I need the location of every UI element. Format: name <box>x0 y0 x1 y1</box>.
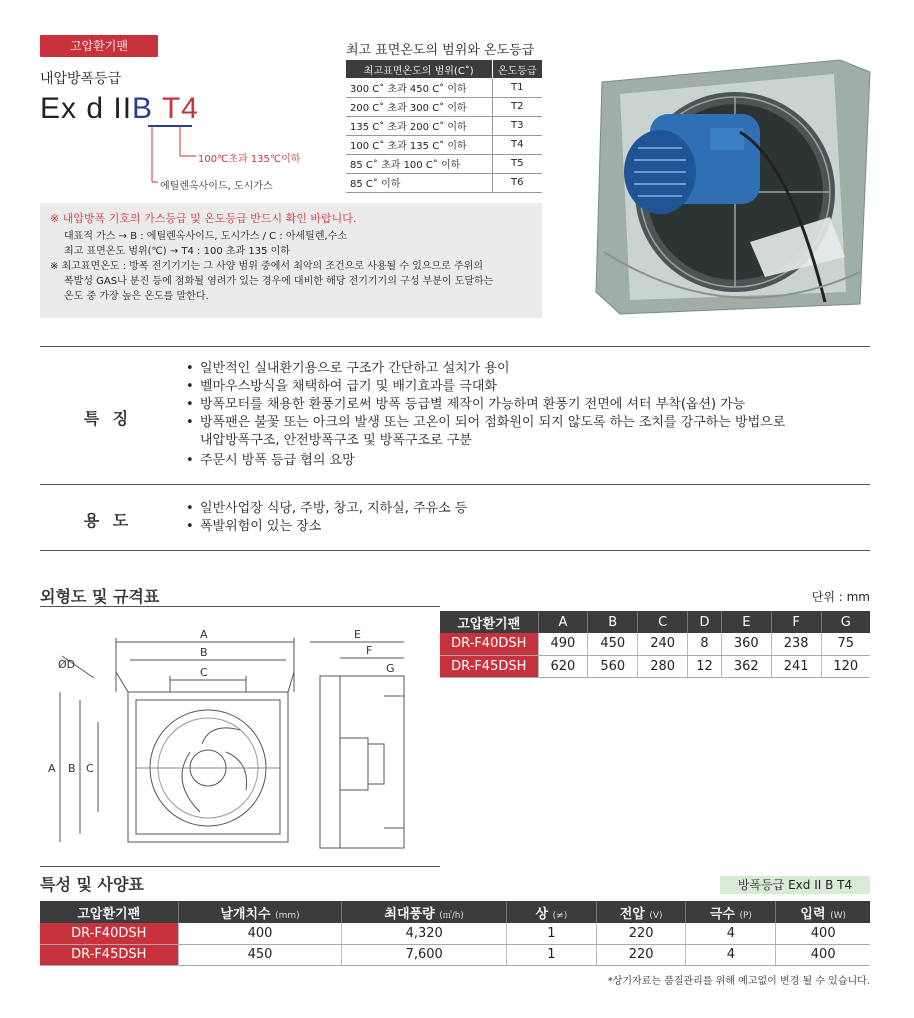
spec-rating-badge: 방폭등급 Exd II B T4 <box>720 876 870 894</box>
dim-header-c: C <box>638 611 688 633</box>
list-item: • 벨마우스방식을 채택하여 급기 및 배기효과를 극대화 <box>186 378 870 396</box>
label-A: A <box>200 628 208 641</box>
dim-header-model: 고압환기팬 <box>440 611 538 633</box>
temp-table-title: 최고 표면온도의 범위와 온도등급 <box>346 43 535 58</box>
label-A-vertical: A <box>48 762 56 775</box>
list-item: • 일반적인 실내환기용으로 구조가 간단하고 설치가 용이 <box>186 360 870 378</box>
dim-header-e: E <box>721 611 771 633</box>
dim-header-d: D <box>688 611 722 633</box>
spec-cell: 450 <box>178 944 342 965</box>
dim-header-b: B <box>588 611 638 633</box>
dim-cell: 280 <box>638 655 688 677</box>
divider <box>40 866 440 867</box>
spec-header-label: 최대풍량 <box>384 906 435 922</box>
dim-header-g: G <box>821 611 870 633</box>
table-row <box>346 173 542 192</box>
spec-cell: 220 <box>596 944 686 965</box>
dim-header-a: A <box>538 611 588 633</box>
notice-definition-cont2: 온도 중 가장 높은 온도를 말한다. <box>64 291 209 302</box>
table-row <box>346 78 542 97</box>
table-row <box>440 633 870 655</box>
spec-cell: 1 <box>506 923 596 944</box>
spec-header-label: 전압 <box>619 906 645 922</box>
table-row <box>346 116 542 135</box>
t4-annotation: 100℃초과 135℃이하 <box>198 154 301 165</box>
list-item: • 방폭팬은 불꽃 또는 아크의 발생 또는 고온이 되어 점화원이 되지 않도록 하는 조치를 강구하는 방법으로 <box>186 414 870 432</box>
list-item: • 방폭모터를 채용한 환풍기로써 방폭 등급별 제작이 가능하며 환풍기 전면에 셔터 부착(옵션) 가능 <box>186 396 870 414</box>
notice-gas-line: 대표적 가스 → B : 에틸렌옥사이드, 도시가스 / C : 아세틸렌,수소 <box>64 231 347 242</box>
spec-header-label: 날개치수 <box>220 906 271 922</box>
dim-cell: 490 <box>538 633 588 655</box>
dimension-table <box>440 611 870 678</box>
label-C-vertical: C <box>86 762 94 775</box>
spec-header-label: 고압환기팬 <box>77 906 141 922</box>
divider <box>40 346 870 347</box>
notice-definition: ※ 최고표면온도 : 방폭 전기기기는 그 사양 범위 중에서 최악의 조건으로 사용될 수 있으므로 주위의 <box>50 261 483 272</box>
spec-header-unit: (W) <box>830 910 846 921</box>
product-category-tag: 고압환기팬 <box>40 35 158 57</box>
notice-warning: ※ 내압방폭 기호의 가스등급 및 온도등급 반드시 확인 바랍니다. <box>50 212 357 225</box>
temp-range: 85 C˚ 초과 100 C˚ 이하 <box>346 154 492 173</box>
label-C: C <box>200 666 208 679</box>
spec-title: 특성 및 사양표 <box>40 875 144 894</box>
dim-cell: 362 <box>721 655 771 677</box>
divider <box>40 550 870 551</box>
spec-header <box>178 901 342 923</box>
table-row <box>346 135 542 154</box>
spec-header <box>596 901 686 923</box>
temp-class-table <box>346 60 542 193</box>
table-row <box>346 154 542 173</box>
spec-cell: 400 <box>178 923 342 944</box>
spec-cell: 4 <box>686 944 776 965</box>
spec-cell: 220 <box>596 923 686 944</box>
dim-cell: 120 <box>821 655 870 677</box>
spec-cell: 400 <box>776 944 870 965</box>
gas-group-annotation: 에틸렌옥사이드, 도시가스 <box>160 181 273 192</box>
dim-cell: 560 <box>588 655 638 677</box>
features-continuation: 내압방폭구조, 안전방폭구조 및 방폭구조로 구분 <box>200 433 472 448</box>
temp-class: T4 <box>492 135 542 154</box>
label-B-vertical: B <box>68 762 76 775</box>
table-row <box>440 655 870 677</box>
spec-header-unit: (P) <box>739 910 752 921</box>
spec-header-label: 극수 <box>709 906 735 922</box>
features-list-tail <box>186 452 870 470</box>
notice-temp-line: 최고 표면온도 범위(℃) → T4 : 100 초과 135 이하 <box>64 246 290 257</box>
temp-class: T5 <box>492 154 542 173</box>
spec-header <box>506 901 596 923</box>
model-cell: DR-F40DSH <box>40 923 178 944</box>
divider <box>40 484 870 485</box>
dim-cell: 8 <box>688 633 722 655</box>
dim-cell: 240 <box>638 633 688 655</box>
dim-cell: 241 <box>771 655 821 677</box>
temp-range: 135 C˚ 초과 200 C˚ 이하 <box>346 116 492 135</box>
label-F: F <box>366 644 373 657</box>
temp-class: T6 <box>492 173 542 192</box>
list-item: • 폭발위험이 있는 장소 <box>186 518 870 536</box>
temp-header-range: 최고표면온도의 범위(C˚) <box>346 60 492 78</box>
unit-label: 단위 : mm <box>811 590 870 604</box>
dim-cell: 238 <box>771 633 821 655</box>
dimension-drawing <box>40 612 440 864</box>
dim-cell: 620 <box>538 655 588 677</box>
temp-class: T3 <box>492 116 542 135</box>
model-cell: DR-F40DSH <box>440 633 538 655</box>
temp-range: 85 C˚ 이하 <box>346 173 492 192</box>
footnote: *상기자료는 품질관리를 위해 예고없이 변경 될 수 있습니다. <box>607 976 870 987</box>
spec-table <box>40 901 870 966</box>
label-D: ØD <box>58 658 76 671</box>
label-E: E <box>354 628 361 641</box>
table-row <box>40 944 870 965</box>
spec-header-label: 상 <box>535 906 549 922</box>
divider <box>40 606 440 607</box>
table-row <box>40 923 870 944</box>
spec-cell: 7,600 <box>342 944 506 965</box>
temp-header-class: 온도등급 <box>492 60 542 78</box>
exd-temp-class: T4 <box>161 92 199 125</box>
spec-header <box>776 901 870 923</box>
temp-range: 100 C˚ 초과 135 C˚ 이하 <box>346 135 492 154</box>
spec-cell: 400 <box>776 923 870 944</box>
features-list <box>186 360 870 432</box>
spec-header <box>686 901 776 923</box>
spec-cell: 1 <box>506 944 596 965</box>
spec-header <box>342 901 506 923</box>
features-title: 특 징 <box>83 409 133 428</box>
temp-class: T1 <box>492 78 542 97</box>
notice-definition-cont1: 폭발성 GAS나 분진 등에 점화될 염려가 있는 경우에 대비한 해당 전기기기의 구성 부분이 도달하는 <box>64 276 494 287</box>
temp-class: T2 <box>492 97 542 116</box>
spec-header-label: 입력 <box>800 906 826 922</box>
label-G: G <box>386 662 395 675</box>
exd-prefix: Ex d II <box>40 92 133 125</box>
rating-label: 내압방폭등급 <box>40 71 122 87</box>
dimensions-title: 외형도 및 규격표 <box>40 587 160 606</box>
explosion-rating <box>40 92 199 126</box>
dim-header-f: F <box>771 611 821 633</box>
dim-cell: 360 <box>721 633 771 655</box>
spec-header-unit: (≠) <box>552 910 568 921</box>
temp-range: 300 C˚ 초과 450 C˚ 이하 <box>346 78 492 97</box>
spec-header <box>40 901 178 923</box>
product-photo <box>590 42 875 317</box>
table-row <box>346 97 542 116</box>
spec-header-unit: (㎥/h) <box>439 910 464 921</box>
dim-cell: 12 <box>688 655 722 677</box>
usage-title: 용 도 <box>83 511 133 530</box>
spec-header-unit: (mm) <box>275 910 300 921</box>
label-B: B <box>200 646 208 659</box>
temp-range: 200 C˚ 초과 300 C˚ 이하 <box>346 97 492 116</box>
list-item: • 주문시 방폭 등급 협의 요망 <box>186 452 870 470</box>
dim-cell: 75 <box>821 633 870 655</box>
list-item: • 일반사업장 식당, 주방, 창고, 지하실, 주유소 등 <box>186 500 870 518</box>
spec-header-unit: (V) <box>649 910 663 921</box>
model-cell: DR-F45DSH <box>440 655 538 677</box>
dim-cell: 450 <box>588 633 638 655</box>
usage-list <box>186 500 870 536</box>
model-cell: DR-F45DSH <box>40 944 178 965</box>
exd-gas-group: B <box>132 92 154 125</box>
spec-cell: 4,320 <box>342 923 506 944</box>
spec-cell: 4 <box>686 923 776 944</box>
notice-box <box>40 203 542 318</box>
